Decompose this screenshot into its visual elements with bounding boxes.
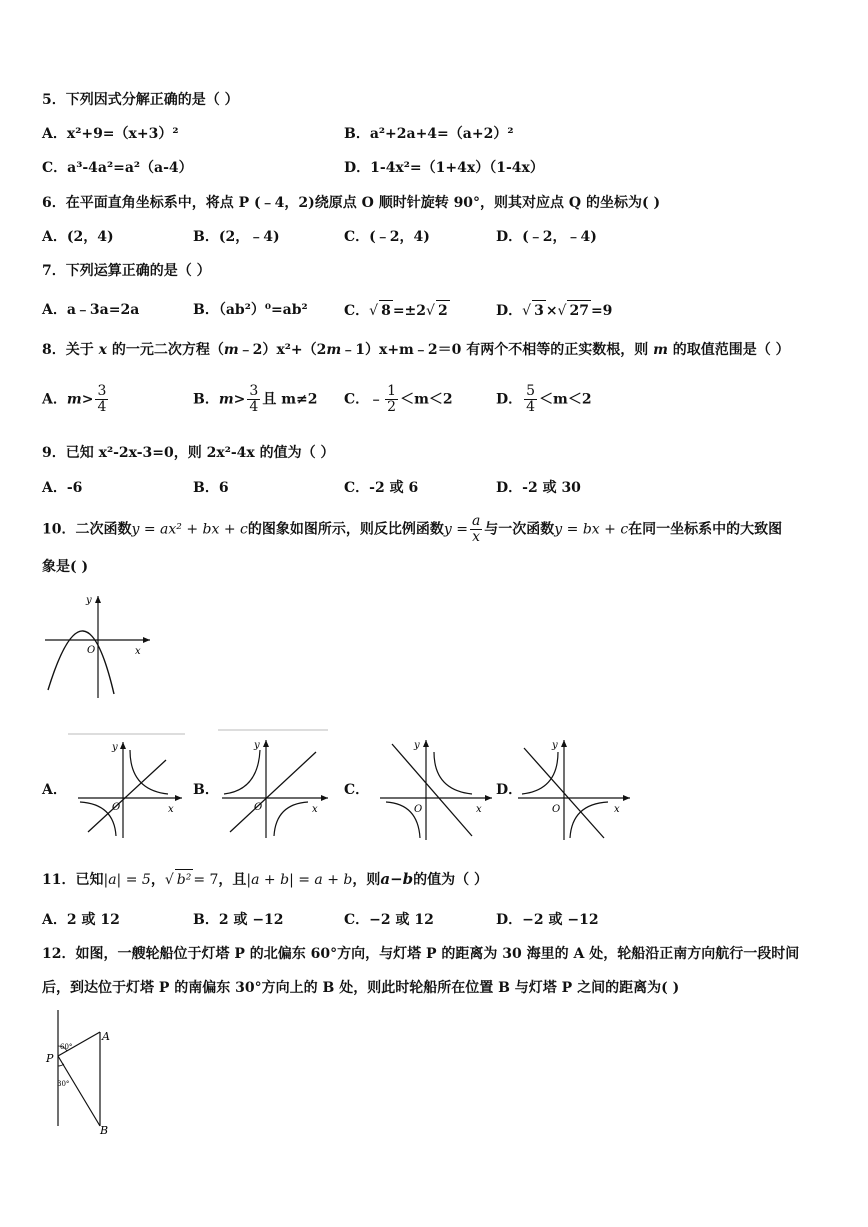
svg-text:O: O [552, 804, 561, 815]
q5-option-b: B．a²+2a+4=（a+2）² [344, 126, 514, 142]
q9-option-c: C．-2 或 6 [344, 480, 419, 496]
q12-stem-line1: 12．如图，一艘轮船位于灯塔 P 的北偏东 60°方向，与灯塔 P 的距离为 30 海里的 A 处，轮船沿正南方向航行一段时间 [42, 946, 800, 962]
q11-option-d: D．−2 或 −12 [496, 912, 599, 928]
q10-origin: O [87, 645, 96, 656]
q10-stem-cont: 象是( ) [42, 559, 89, 575]
svg-text:y: y [552, 740, 558, 751]
q10-graph-c [378, 736, 496, 842]
q10-option-d: D． [496, 782, 523, 798]
q12-angle-30: 30° [57, 1080, 70, 1088]
q10-stem: 10．二次函数y = ax² + bx + c的图象如图所示，则反比例函数y = $\frac{a}{x}$ 与一次函数y = bx + c在同一坐标系中的大致图 [42, 513, 783, 545]
svg-text:x: x [312, 804, 318, 815]
q12-lighthouse-figure [40, 1008, 130, 1138]
svg-text:x: x [476, 804, 482, 815]
q8-option-b: B．m> $\frac{3}{4}$ 且 m≠2 [193, 383, 318, 415]
q12-label-p: P [46, 1052, 54, 1065]
svg-text:y: y [112, 742, 118, 753]
svg-text:O: O [254, 802, 263, 813]
q9-option-a: A．-6 [42, 480, 83, 496]
q7-stem: 7．下列运算正确的是（ ） [42, 263, 211, 279]
svg-text:O: O [414, 804, 423, 815]
q7-option-a: A．a﹣3a=2a [42, 302, 140, 318]
q10-option-b: B． [193, 782, 219, 798]
q7-option-c: C．√ 8 =±2√ 2 [344, 300, 450, 321]
q6-stem: 6．在平面直角坐标系中，将点 P (﹣4，2)绕原点 O 顺时针旋转 90°，则其对应点 Q 的坐标为( ) [42, 195, 661, 211]
q11-option-b: B．2 或 −12 [193, 912, 284, 928]
q10-graph-d [516, 736, 634, 842]
q5-stem: 5．下列因式分解正确的是（ ） [42, 92, 239, 108]
q11-stem: 11．已知|a| = 5，√ b² = 7，且|a + b| = a + b，则a−b的值为（ ） [42, 870, 489, 888]
q12-angle-60: 60° [60, 1043, 73, 1051]
q5-option-c: C．a³-4a²=a²（a-4） [42, 160, 193, 176]
q6-option-a: A．(2，4) [42, 229, 114, 245]
q8-stem: 8．关于 x 的一元二次方程（m﹣2）x²+（2m﹣1）x+m﹣2＝0 有两个不相等的正实数根，则 m 的取值范围是（ ） [42, 342, 790, 358]
q10-parabola-figure [40, 590, 160, 702]
q12-stem-line2: 后，到达位于灯塔 P 的南偏东 30°方向上的 B 处，则此时轮船所在位置 B 与灯塔 P 之间的距离为( ) [42, 980, 680, 996]
q7-option-d: D．√ 3 ×√ 27 =9 [496, 300, 612, 321]
q10-option-c: C． [344, 782, 370, 798]
q9-stem: 9．已知 x²-2x-3=0，则 2x²-4x 的值为（ ） [42, 445, 335, 461]
svg-text:x: x [168, 804, 174, 815]
q10-axis-x: x [135, 646, 141, 657]
q8-option-a: A．m> $\frac{3}{4}$ [42, 383, 107, 415]
q11-option-c: C．−2 或 12 [344, 912, 434, 928]
q12-label-a: A [102, 1030, 110, 1043]
q6-option-d: D．(﹣2，﹣4) [496, 229, 597, 245]
q10-option-a: A． [42, 782, 67, 798]
svg-text:x: x [614, 804, 620, 815]
q12-label-b: B [100, 1124, 109, 1137]
svg-text:O: O [112, 802, 121, 813]
q6-option-b: B．(2，﹣4) [193, 229, 280, 245]
q8-option-c: C．﹣ $\frac{1}{2}$ ＜m＜2 [344, 383, 453, 415]
q6-option-c: C．(﹣2，4) [344, 229, 430, 245]
q10-graph-a [68, 732, 186, 840]
q10-graph-b [216, 728, 334, 840]
q5-option-d: D．1-4x²=（1+4x）（1-4x） [344, 160, 544, 176]
q9-option-d: D．-2 或 30 [496, 480, 581, 496]
q8-option-d: D． $\frac{5}{4}$ ＜m＜2 [496, 383, 592, 415]
q5-option-a: A．x²+9=（x+3）² [42, 126, 179, 142]
svg-text:y: y [254, 740, 260, 751]
q7-option-b: B．（ab²）⁰=ab² [193, 302, 308, 318]
q11-option-a: A．2 或 12 [42, 912, 120, 928]
q9-option-b: B．6 [193, 480, 229, 496]
svg-text:y: y [414, 740, 420, 751]
q10-axis-y: y [86, 595, 92, 606]
